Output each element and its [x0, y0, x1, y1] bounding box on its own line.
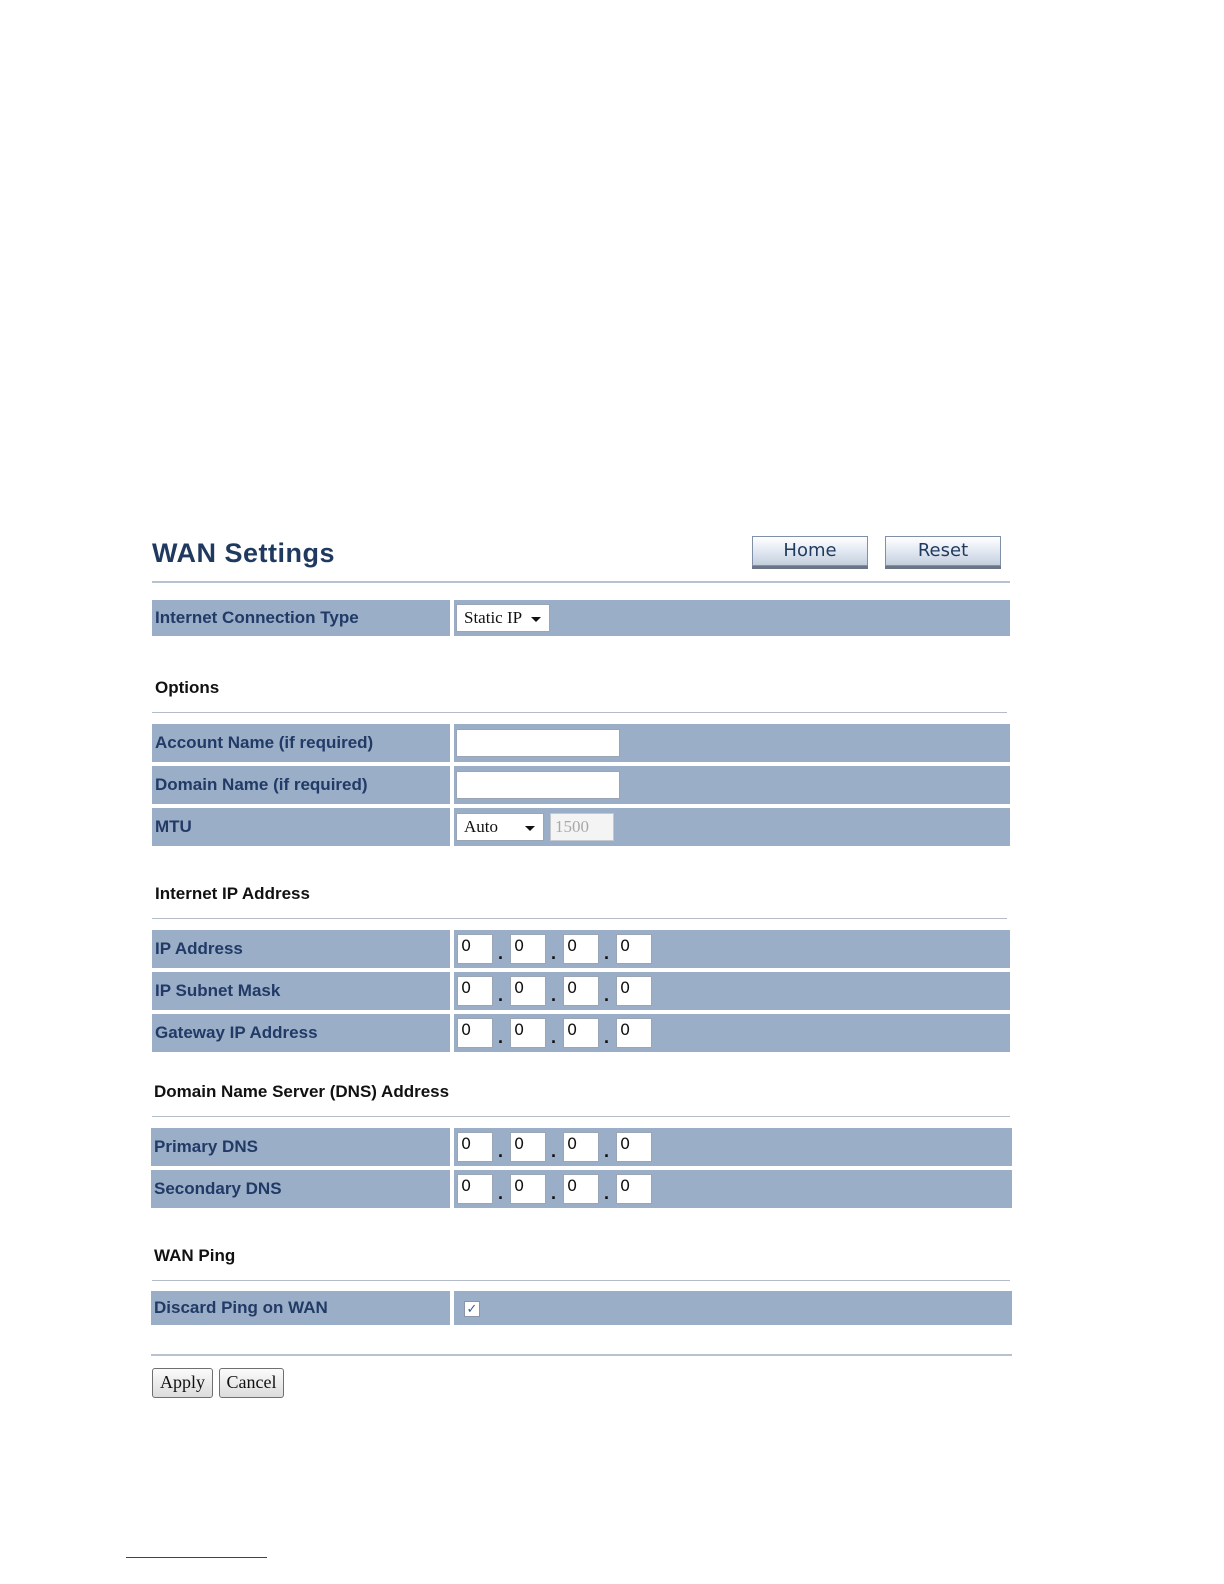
reset-button[interactable]: Reset — [885, 536, 1001, 566]
wan-ping-heading: WAN Ping — [154, 1246, 236, 1265]
dns-divider — [152, 1116, 1010, 1117]
ip-address-row: IP Address 0 . 0 . 0 . 0 — [152, 930, 1010, 968]
subnet-mask-octet-1[interactable]: 0 — [457, 976, 493, 1006]
secondary-dns-octet-3[interactable]: 0 — [563, 1174, 599, 1204]
chevron-down-icon — [525, 826, 535, 831]
secondary-dns-label: Secondary DNS — [154, 1179, 282, 1198]
primary-dns-row: Primary DNS 0 . 0 . 0 . 0 — [151, 1128, 1012, 1166]
ip-address-octet-4[interactable]: 0 — [616, 934, 652, 964]
ip-address-label: IP Address — [155, 939, 243, 958]
connection-type-label: Internet Connection Type — [155, 608, 359, 627]
subnet-mask-octet-3[interactable]: 0 — [563, 976, 599, 1006]
domain-name-row — [152, 766, 1010, 804]
gateway-octet-3[interactable]: 0 — [563, 1018, 599, 1048]
connection-type-row — [152, 600, 1010, 636]
primary-dns-octet-1[interactable]: 0 — [457, 1132, 493, 1162]
internet-ip-divider — [152, 918, 1007, 919]
secondary-dns-octet-2[interactable]: 0 — [510, 1174, 546, 1204]
cancel-button[interactable]: Cancel — [219, 1368, 284, 1398]
gateway-octet-1[interactable]: 0 — [457, 1018, 493, 1048]
discard-ping-row — [151, 1291, 1012, 1325]
header-divider — [152, 581, 1010, 583]
wan-ping-divider — [152, 1280, 1010, 1281]
connection-type-select[interactable] — [456, 604, 550, 632]
primary-dns-octet-4[interactable]: 0 — [616, 1132, 652, 1162]
internet-ip-heading: Internet IP Address — [155, 884, 310, 903]
connection-type-value: Static IP — [464, 608, 523, 627]
secondary-dns-octet-1[interactable]: 0 — [457, 1174, 493, 1204]
domain-name-label: Domain Name (if required) — [155, 775, 368, 794]
ip-address-octet-2[interactable]: 0 — [510, 934, 546, 964]
options-heading: Options — [155, 678, 220, 697]
checkmark-icon: ✓ — [466, 1301, 478, 1316]
chevron-down-icon — [531, 617, 541, 622]
primary-dns-octet-3[interactable]: 0 — [563, 1132, 599, 1162]
mtu-mode-value: Auto — [464, 817, 498, 836]
gateway-octet-4[interactable]: 0 — [616, 1018, 652, 1048]
gateway-row: Gateway IP Address 0 . 0 . 0 . 0 — [152, 1014, 1010, 1052]
actions-divider — [151, 1354, 1012, 1356]
apply-button[interactable]: Apply — [152, 1368, 213, 1398]
gateway-label: Gateway IP Address — [155, 1023, 318, 1042]
account-name-label: Account Name (if required) — [155, 733, 374, 752]
primary-dns-octet-2[interactable]: 0 — [510, 1132, 546, 1162]
ip-address-octet-3[interactable]: 0 — [563, 934, 599, 964]
subnet-mask-row: IP Subnet Mask 0 . 0 . 0 . 0 — [152, 972, 1010, 1010]
primary-dns-label: Primary DNS — [154, 1137, 258, 1156]
secondary-dns-octet-4[interactable]: 0 — [616, 1174, 652, 1204]
ip-address-octet-1[interactable]: 0 — [457, 934, 493, 964]
mtu-mode-select[interactable] — [456, 813, 544, 841]
mtu-row — [152, 808, 1010, 846]
subnet-mask-label: IP Subnet Mask — [155, 981, 281, 1000]
discard-ping-checkbox[interactable] — [464, 1301, 480, 1317]
account-name-input[interactable] — [456, 729, 620, 757]
subnet-mask-octet-4[interactable]: 0 — [616, 976, 652, 1006]
account-name-row — [152, 724, 1010, 762]
subnet-mask-octet-2[interactable]: 0 — [510, 976, 546, 1006]
options-divider — [152, 712, 1007, 713]
mtu-value-input: 1500 — [550, 813, 614, 841]
mtu-label: MTU — [155, 817, 192, 836]
discard-ping-label: Discard Ping on WAN — [154, 1298, 328, 1317]
gateway-octet-2[interactable]: 0 — [510, 1018, 546, 1048]
page-title: WAN Settings — [152, 538, 336, 568]
dns-heading: Domain Name Server (DNS) Address — [154, 1082, 450, 1101]
secondary-dns-row: Secondary DNS 0 . 0 . 0 . 0 — [151, 1170, 1012, 1208]
home-button[interactable]: Home — [752, 536, 868, 566]
footnote-separator — [126, 1557, 267, 1558]
domain-name-input[interactable] — [456, 771, 620, 799]
